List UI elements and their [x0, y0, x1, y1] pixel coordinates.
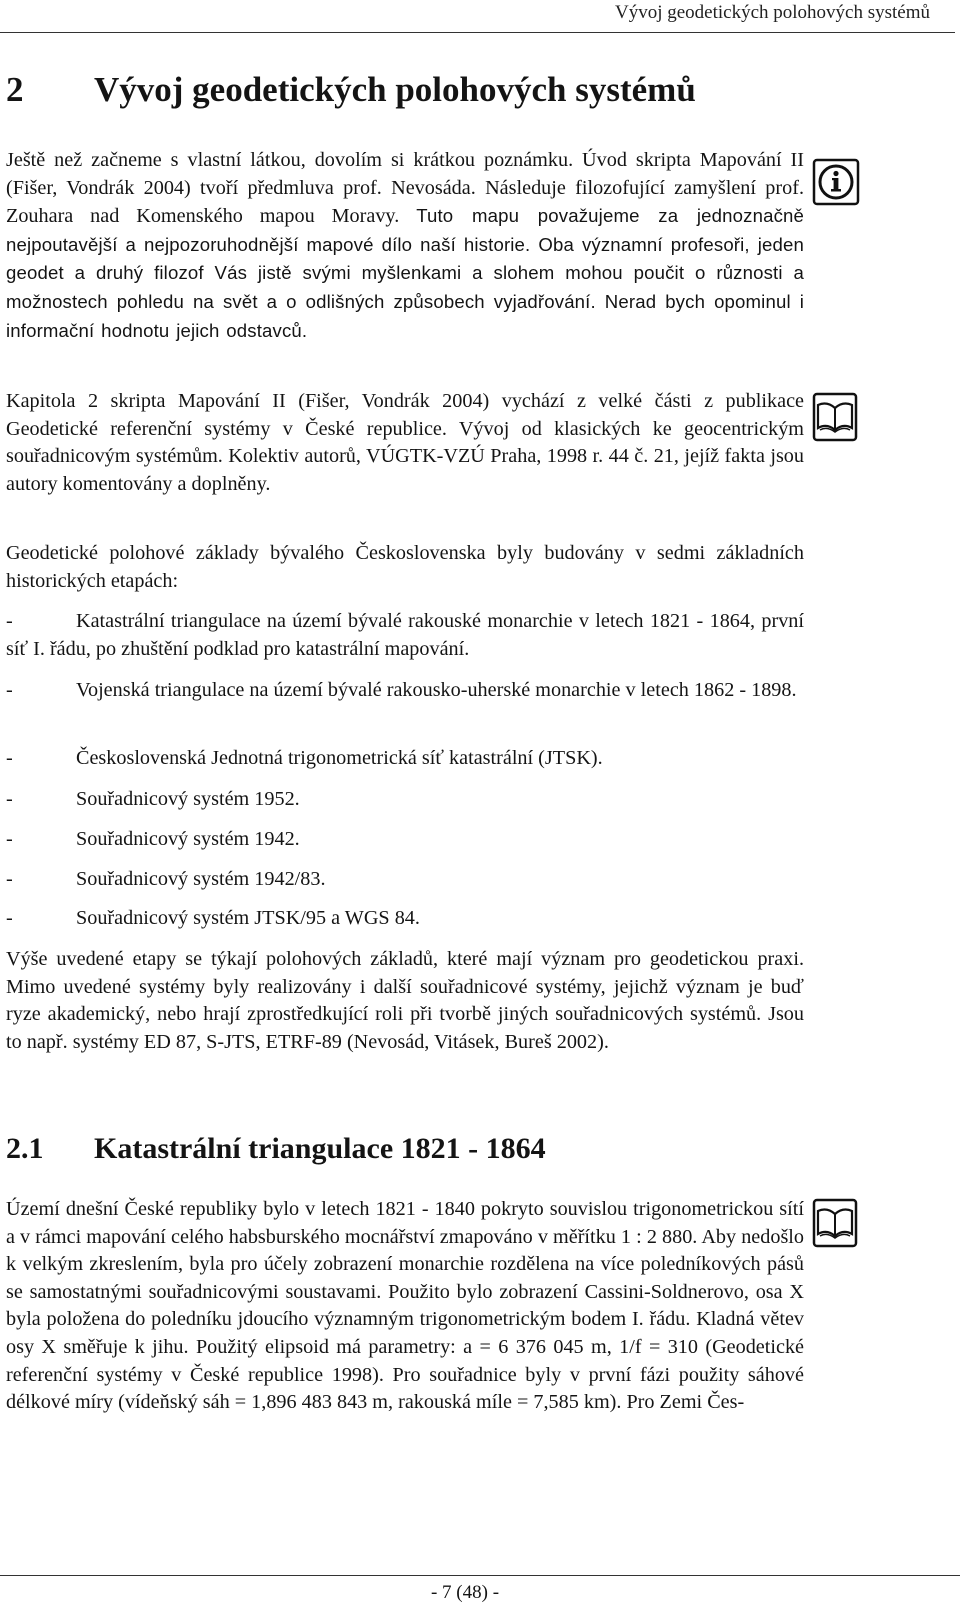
paragraph-kapitola-text: Kapitola 2 skripta Mapování II (Fišer, Vondrák 2004) vychází z velké části z publikace Geodetické referenční systémy v České republice. Vývoj od klasických ke geocentrickým souřadnicovým systémům. Kolektiv autorů, VÚGTK-VZÚ Praha, 1998 r. 44 č. 21, jejíž fakta jsou autory komentovány a doplněny.: [6, 390, 804, 495]
list-dash: -: [6, 610, 13, 632]
intro-quote: Tuto mapu považujeme za jednoznačně nejpoutavější a nejpozoruhodnější mapové dílo naší historie. Oba významní profesoři, jeden geodet a druhý filozof Vás jistě svými myšlenkami a slohem mohou poučit o různosti a možnostech pohledu na svět a o odlišných způsobech vyjadřování. Nerad bych opominul i informační hodnotu jejich odstavců.: [6, 205, 805, 341]
list-item: [6, 866, 804, 894]
footer-rule: [0, 1575, 960, 1576]
list-dash: -: [6, 828, 13, 850]
header-rule: [0, 32, 955, 33]
list-item-text: Katastrální triangulace na území bývalé rakouské monarchie v letech 1821 - 1864, první síť I. řádu, po zhuštění podklad pro katastrální mapování.: [6, 610, 804, 660]
page-number: - 7 (48) -: [430, 1582, 500, 1603]
list-item: [6, 786, 804, 814]
paragraph-vyse-text: Výše uvedené etapy se týkají polohových základů, které mají význam pro geodetickou praxi. Mimo uvedené systémy byly realizovány i další souřadnicové systémy, jejichž význam je buď ryze akademický, nebo hrají zprostředkující roli při tvorbě jiných souřadnicových systémů. Jsou to např. systémy ED 87, S-JTS, ETRF-89 (Nevosád, Vitásek, Bureš 2002).: [6, 948, 804, 1053]
subsection-title: Katastrální triangulace 1821 - 1864: [94, 1132, 546, 1165]
subsection-heading: [6, 1132, 546, 1166]
list-item: [6, 745, 804, 773]
paragraph-vyse: [6, 946, 804, 1056]
list-item: [6, 608, 804, 663]
section-heading: [6, 70, 696, 110]
list-item: [6, 905, 804, 933]
list-item-text: Vojenská triangulace na území bývalé rakousko-uherské monarchie v letech 1862 - 1898.: [76, 679, 797, 701]
paragraph-etapy: [6, 540, 804, 595]
info-icon: [812, 158, 860, 206]
subsection-number: 2.1: [6, 1132, 44, 1165]
intro-paragraph: [6, 147, 804, 345]
list-dash: -: [6, 788, 13, 810]
list-dash: -: [6, 747, 13, 769]
book-icon: [812, 392, 858, 442]
intro-text: Ještě než začneme s vlastní látkou, dovolím si krátkou poznámku. Úvod skripta Mapování II (Fišer, Vondrák 2004) tvoří předmluva prof. Nevosáda. Následuje filozofující zamyšlení prof. Zouhara nad Komenského mapou Moravy.: [6, 149, 804, 228]
section-number: 2: [6, 70, 24, 109]
list-item: [6, 677, 804, 705]
paragraph-etapy-text: Geodetické polohové základy bývalého Československa byly budovány v sedmi základních historických etapách:: [6, 542, 804, 592]
paragraph-uzemi: [6, 1196, 804, 1417]
list-item-text: Československá Jednotná trigonometrická síť katastrální (JTSK).: [76, 747, 603, 769]
list-dash: -: [6, 907, 13, 929]
running-header: Vývoj geodetických polohových systémů: [614, 2, 930, 23]
book-icon: [812, 1198, 858, 1248]
paragraph-uzemi-text: Území dnešní České republiky bylo v letech 1821 - 1840 pokryto souvislou trigonometrickou sítí a v rámci mapování celého habsburského mocnářství zmapováno v měřítku 1 : 2 880. Aby nedošlo k velkým zkreslením, byla pro účely zobrazení monarchie rozdělena na více poledníkových pásů se samostatnými souřadnicovými soustavami. Použito bylo zobrazení Cassini-Soldnerovo, osa X byla položena do poledníku jdoucího významným trigonometrickým bodem I. řádu. Kladná větev osy X směřuje k jihu. Použitý elipsoid má parametry: a = 6 376 045 m, 1/f = 310 (Geodetické referenční systémy v České republice 1998). Pro souřadnice byly v první fázi použity sáhové délkové míry (vídeňský sáh = 1,896 483 843 m, rakouská míle = 7,585 km). Pro Zemi Čes-: [6, 1198, 804, 1414]
paragraph-kapitola: [6, 388, 804, 498]
list-dash: -: [6, 868, 13, 890]
list-item-text: Souřadnicový systém 1942.: [76, 828, 300, 850]
list-item-text: Souřadnicový systém JTSK/95 a WGS 84.: [76, 907, 420, 929]
list-item-text: Souřadnicový systém 1942/83.: [76, 868, 326, 890]
list-item-text: Souřadnicový systém 1952.: [76, 788, 300, 810]
section-title: Vývoj geodetických polohových systémů: [94, 70, 696, 109]
list-dash: -: [6, 679, 13, 701]
list-item: [6, 826, 804, 854]
